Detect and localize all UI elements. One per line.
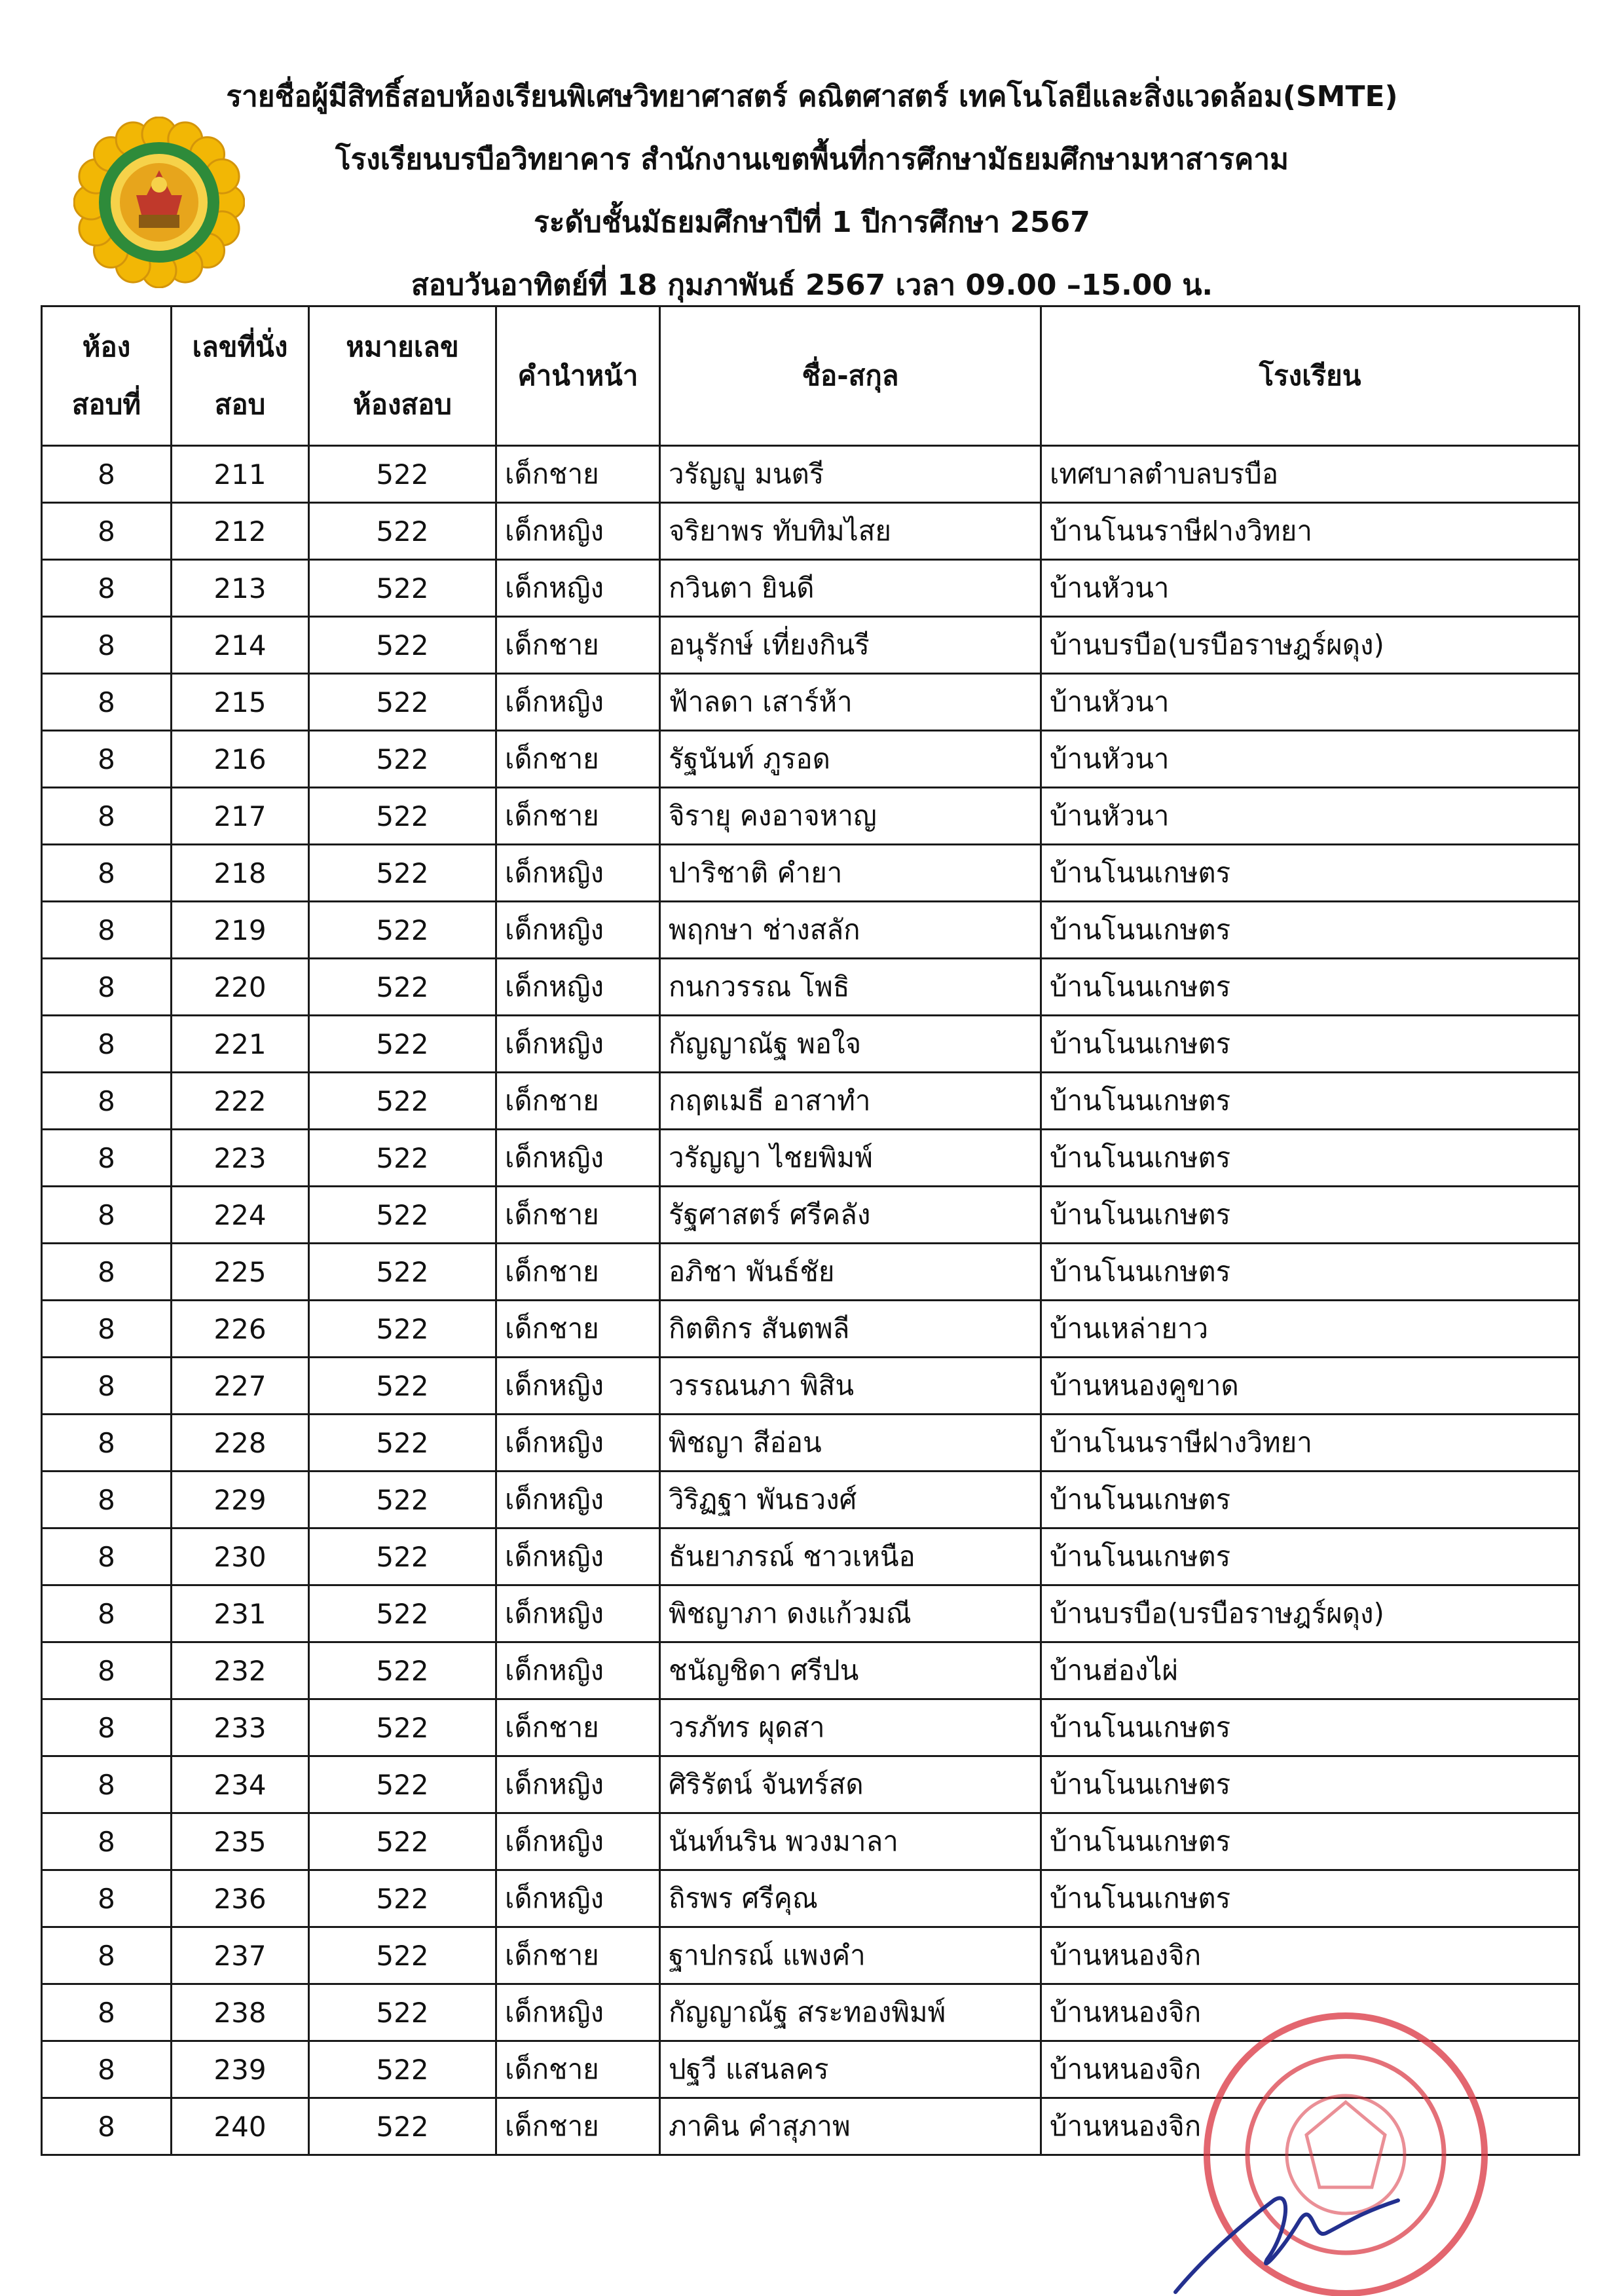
- cell-prefix: เด็กหญิง: [496, 1756, 660, 1813]
- cell-name: วรรณนภา พิสิน: [660, 1358, 1041, 1415]
- table-row: [42, 1984, 1579, 2041]
- cell-school: บ้านโนนเกษตร: [1041, 1756, 1579, 1813]
- title-line-1: รายชื่อผู้มีสิทธิ์สอบห้องเรียนพิเศษวิทยาศาสตร์ คณิตศาสตร์ เทคโนโลยีและสิ่งแวดล้อม(SMTE): [226, 80, 1398, 113]
- table-row: [42, 1642, 1579, 1699]
- cell-name: ศิริรัตน์ จันทร์สด: [660, 1756, 1041, 1813]
- cell-seat: 215: [172, 674, 309, 731]
- cell-seat: 228: [172, 1415, 309, 1472]
- cell-name: กัญญาณัฐ สระทองพิมพ์: [660, 1984, 1041, 2041]
- cell-school: บ้านหนองจิก: [1041, 2041, 1579, 2098]
- cell-room: 8: [42, 902, 172, 959]
- cell-room: 8: [42, 788, 172, 845]
- cell-prefix: เด็กหญิง: [496, 845, 660, 902]
- cell-seat: 226: [172, 1301, 309, 1358]
- cell-name: พฤกษา ช่างสลัก: [660, 902, 1041, 959]
- cell-name: อนุรักษ์ เที่ยงกินรี: [660, 617, 1041, 674]
- table-row: [42, 1244, 1579, 1301]
- cell-school: บ้านโนนเกษตร: [1041, 1870, 1579, 1927]
- table-row: [42, 902, 1579, 959]
- cell-room: 8: [42, 1187, 172, 1244]
- cell-school: บ้านหัวนา: [1041, 674, 1579, 731]
- cell-prefix: เด็กชาย: [496, 1244, 660, 1301]
- cell-school: บ้านหัวนา: [1041, 731, 1579, 788]
- cell-room: 8: [42, 1984, 172, 2041]
- table-row: [42, 2041, 1579, 2098]
- table-row: [42, 959, 1579, 1016]
- candidate-table: [41, 305, 1580, 2156]
- cell-prefix: เด็กหญิง: [496, 674, 660, 731]
- cell-name: กัญญาณัฐ พอใจ: [660, 1016, 1041, 1073]
- cell-school: บ้านโนนเกษตร: [1041, 902, 1579, 959]
- cell-name: จิรายุ คงอาจหาญ: [660, 788, 1041, 845]
- table-header-row: [42, 306, 1579, 446]
- cell-room: 8: [42, 1244, 172, 1301]
- cell-room: 8: [42, 731, 172, 788]
- cell-name: พิชญา สีอ่อน: [660, 1415, 1041, 1472]
- cell-room-number: 522: [309, 1927, 496, 1984]
- cell-room-number: 522: [309, 1528, 496, 1585]
- cell-name: กวินตา ยินดี: [660, 560, 1041, 617]
- cell-prefix: เด็กชาย: [496, 1073, 660, 1130]
- cell-room-number: 522: [309, 731, 496, 788]
- cell-school: บ้านหัวนา: [1041, 560, 1579, 617]
- cell-room-number: 522: [309, 1870, 496, 1927]
- cell-school: บ้านโนนเกษตร: [1041, 1073, 1579, 1130]
- table-row: [42, 674, 1579, 731]
- cell-name: วิริฏฐา พันธวงศ์: [660, 1472, 1041, 1528]
- signature-icon: [1175, 2198, 1398, 2292]
- cell-seat: 234: [172, 1756, 309, 1813]
- cell-prefix: เด็กหญิง: [496, 1813, 660, 1870]
- cell-room: 8: [42, 1472, 172, 1528]
- cell-prefix: เด็กหญิง: [496, 1585, 660, 1642]
- cell-prefix: เด็กชาย: [496, 2041, 660, 2098]
- table-row: [42, 845, 1579, 902]
- cell-prefix: เด็กชาย: [496, 446, 660, 503]
- cell-name: ชนัญชิดา ศรีปน: [660, 1642, 1041, 1699]
- cell-room-number: 522: [309, 1984, 496, 2041]
- cell-prefix: เด็กชาย: [496, 617, 660, 674]
- cell-room: 8: [42, 1870, 172, 1927]
- col-header-prefix: คำนำหน้า: [496, 306, 660, 446]
- table-row: [42, 1073, 1579, 1130]
- cell-room: 8: [42, 446, 172, 503]
- cell-seat: 229: [172, 1472, 309, 1528]
- cell-prefix: เด็กชาย: [496, 2098, 660, 2155]
- cell-room: 8: [42, 1585, 172, 1642]
- table-row: [42, 1301, 1579, 1358]
- table-row: [42, 1870, 1579, 1927]
- cell-seat: 214: [172, 617, 309, 674]
- cell-seat: 213: [172, 560, 309, 617]
- cell-prefix: เด็กชาย: [496, 1301, 660, 1358]
- cell-room: 8: [42, 1642, 172, 1699]
- cell-name: นันท์นริน พวงมาลา: [660, 1813, 1041, 1870]
- cell-room: 8: [42, 845, 172, 902]
- title-line-2: โรงเรียนบรบือวิทยาคาร สำนักงานเขตพื้นที่การศึกษามัธยมศึกษามหาสารคาม: [335, 143, 1289, 176]
- col-header-room: ห้อง สอบที่: [42, 306, 172, 446]
- cell-seat: 235: [172, 1813, 309, 1870]
- cell-room: 8: [42, 674, 172, 731]
- cell-school: บ้านโนนเกษตร: [1041, 1130, 1579, 1187]
- cell-room: 8: [42, 1415, 172, 1472]
- cell-school: บ้านโนนราษีฝางวิทยา: [1041, 503, 1579, 560]
- cell-school: บ้านโนนเกษตร: [1041, 1472, 1579, 1528]
- cell-school: บ้านหัวนา: [1041, 788, 1579, 845]
- cell-room-number: 522: [309, 902, 496, 959]
- cell-room: 8: [42, 617, 172, 674]
- cell-prefix: เด็กหญิง: [496, 1016, 660, 1073]
- cell-school: บ้านหนองจิก: [1041, 1927, 1579, 1984]
- cell-seat: 237: [172, 1927, 309, 1984]
- cell-prefix: เด็กชาย: [496, 731, 660, 788]
- cell-prefix: เด็กหญิง: [496, 1415, 660, 1472]
- table-row: [42, 617, 1579, 674]
- table-row: [42, 1813, 1579, 1870]
- cell-room: 8: [42, 1301, 172, 1358]
- cell-prefix: เด็กหญิง: [496, 1642, 660, 1699]
- cell-room: 8: [42, 1358, 172, 1415]
- cell-room-number: 522: [309, 1244, 496, 1301]
- cell-prefix: เด็กหญิง: [496, 560, 660, 617]
- cell-name: วรัญญา ไชยพิมพ์: [660, 1130, 1041, 1187]
- cell-prefix: เด็กหญิง: [496, 902, 660, 959]
- cell-room-number: 522: [309, 1472, 496, 1528]
- cell-school: บ้านหนองคูขาด: [1041, 1358, 1579, 1415]
- cell-seat: 236: [172, 1870, 309, 1927]
- table-row: [42, 1699, 1579, 1756]
- cell-room-number: 522: [309, 1130, 496, 1187]
- table-row: [42, 446, 1579, 503]
- cell-room: 8: [42, 1756, 172, 1813]
- cell-room-number: 522: [309, 1301, 496, 1358]
- cell-seat: 219: [172, 902, 309, 959]
- cell-school: บ้านโนนเกษตร: [1041, 1699, 1579, 1756]
- cell-name: พิชญาภา ดงแก้วมณี: [660, 1585, 1041, 1642]
- cell-prefix: เด็กหญิง: [496, 1130, 660, 1187]
- cell-name: ปฐวี แสนลคร: [660, 2041, 1041, 2098]
- col-header-school: โรงเรียน: [1041, 306, 1579, 446]
- cell-room: 8: [42, 503, 172, 560]
- cell-school: บ้านหนองจิก: [1041, 2098, 1579, 2155]
- table-row: [42, 1528, 1579, 1585]
- cell-seat: 223: [172, 1130, 309, 1187]
- cell-room-number: 522: [309, 1642, 496, 1699]
- cell-room: 8: [42, 959, 172, 1016]
- cell-room-number: 522: [309, 2098, 496, 2155]
- cell-room-number: 522: [309, 1813, 496, 1870]
- table-row: [42, 560, 1579, 617]
- cell-room: 8: [42, 1699, 172, 1756]
- cell-school: เทศบาลตำบลบรบือ: [1041, 446, 1579, 503]
- cell-prefix: เด็กชาย: [496, 788, 660, 845]
- cell-seat: 216: [172, 731, 309, 788]
- cell-prefix: เด็กหญิง: [496, 1358, 660, 1415]
- table-row: [42, 731, 1579, 788]
- document-header: [0, 65, 1624, 317]
- cell-seat: 240: [172, 2098, 309, 2155]
- cell-name: รัฐนันท์ ภูรอด: [660, 731, 1041, 788]
- cell-room: 8: [42, 2098, 172, 2155]
- cell-seat: 227: [172, 1358, 309, 1415]
- table-row: [42, 1358, 1579, 1415]
- cell-school: บ้านบรบือ(บรบือราษฎร์ผดุง): [1041, 1585, 1579, 1642]
- cell-name: กิตติกร สันตพลี: [660, 1301, 1041, 1358]
- cell-room-number: 522: [309, 1756, 496, 1813]
- cell-room: 8: [42, 1073, 172, 1130]
- table-row: [42, 2098, 1579, 2155]
- cell-prefix: เด็กหญิง: [496, 503, 660, 560]
- cell-seat: 230: [172, 1528, 309, 1585]
- cell-room: 8: [42, 1813, 172, 1870]
- cell-name: รัฐศาสตร์ ศรีคลัง: [660, 1187, 1041, 1244]
- cell-seat: 222: [172, 1073, 309, 1130]
- title-line-4: สอบวันอาทิตย์ที่ 18 กุมภาพันธ์ 2567 เวลา 09.00 –15.00 น.: [411, 268, 1213, 302]
- col-header-name: ชื่อ-สกุล: [660, 306, 1041, 446]
- table-row: [42, 1472, 1579, 1528]
- cell-seat: 231: [172, 1585, 309, 1642]
- col-header-room-number: หมายเลข ห้องสอบ: [309, 306, 496, 446]
- cell-room-number: 522: [309, 1415, 496, 1472]
- cell-room-number: 522: [309, 617, 496, 674]
- cell-room-number: 522: [309, 560, 496, 617]
- cell-school: บ้านโนนเกษตร: [1041, 845, 1579, 902]
- cell-room-number: 522: [309, 1358, 496, 1415]
- cell-name: กฤตเมธี อาสาทำ: [660, 1073, 1041, 1130]
- cell-prefix: เด็กหญิง: [496, 1528, 660, 1585]
- cell-seat: 212: [172, 503, 309, 560]
- cell-name: วรัญญู มนตรี: [660, 446, 1041, 503]
- cell-prefix: เด็กหญิง: [496, 959, 660, 1016]
- cell-seat: 224: [172, 1187, 309, 1244]
- cell-room-number: 522: [309, 503, 496, 560]
- cell-name: ฐาปกรณ์ แพงคำ: [660, 1927, 1041, 1984]
- cell-room-number: 522: [309, 1699, 496, 1756]
- cell-seat: 225: [172, 1244, 309, 1301]
- cell-name: กนกวรรณ โพธิ: [660, 959, 1041, 1016]
- table-row: [42, 1927, 1579, 1984]
- cell-seat: 233: [172, 1699, 309, 1756]
- cell-seat: 239: [172, 2041, 309, 2098]
- cell-school: บ้านโนนเกษตร: [1041, 1187, 1579, 1244]
- cell-school: บ้านหนองจิก: [1041, 1984, 1579, 2041]
- cell-room: 8: [42, 2041, 172, 2098]
- cell-name: จริยาพร ทับทิมไสย: [660, 503, 1041, 560]
- cell-name: ฟ้าลดา เสาร์ห้า: [660, 674, 1041, 731]
- table-row: [42, 1130, 1579, 1187]
- cell-room-number: 522: [309, 674, 496, 731]
- cell-school: บ้านโนนเกษตร: [1041, 959, 1579, 1016]
- cell-school: บ้านเหล่ายาว: [1041, 1301, 1579, 1358]
- cell-room-number: 522: [309, 959, 496, 1016]
- cell-room-number: 522: [309, 788, 496, 845]
- cell-name: อภิชา พันธ์ชัย: [660, 1244, 1041, 1301]
- cell-school: บ้านโนนราษีฝางวิทยา: [1041, 1415, 1579, 1472]
- table-row: [42, 1415, 1579, 1472]
- table-row: [42, 503, 1579, 560]
- cell-room-number: 522: [309, 1073, 496, 1130]
- cell-seat: 218: [172, 845, 309, 902]
- cell-room-number: 522: [309, 1016, 496, 1073]
- cell-seat: 217: [172, 788, 309, 845]
- cell-room: 8: [42, 1528, 172, 1585]
- table-row: [42, 1187, 1579, 1244]
- cell-room: 8: [42, 1130, 172, 1187]
- cell-name: ธันยาภรณ์ ชาวเหนือ: [660, 1528, 1041, 1585]
- cell-school: บ้านฮ่องไผ่: [1041, 1642, 1579, 1699]
- cell-name: วรภัทร ผุดสา: [660, 1699, 1041, 1756]
- cell-room-number: 522: [309, 1187, 496, 1244]
- cell-seat: 221: [172, 1016, 309, 1073]
- cell-prefix: เด็กหญิง: [496, 1870, 660, 1927]
- cell-room: 8: [42, 1927, 172, 1984]
- cell-prefix: เด็กชาย: [496, 1187, 660, 1244]
- cell-name: ภาคิน คำสุภาพ: [660, 2098, 1041, 2155]
- cell-room-number: 522: [309, 845, 496, 902]
- cell-school: บ้านโนนเกษตร: [1041, 1016, 1579, 1073]
- cell-school: บ้านโนนเกษตร: [1041, 1244, 1579, 1301]
- cell-room-number: 522: [309, 2041, 496, 2098]
- table-row: [42, 788, 1579, 845]
- cell-room-number: 522: [309, 1585, 496, 1642]
- cell-seat: 238: [172, 1984, 309, 2041]
- cell-room-number: 522: [309, 446, 496, 503]
- cell-seat: 220: [172, 959, 309, 1016]
- cell-room: 8: [42, 1016, 172, 1073]
- cell-prefix: เด็กหญิง: [496, 1472, 660, 1528]
- cell-name: ถิรพร ศรีคุณ: [660, 1870, 1041, 1927]
- cell-seat: 211: [172, 446, 309, 503]
- table-row: [42, 1016, 1579, 1073]
- cell-prefix: เด็กชาย: [496, 1927, 660, 1984]
- cell-school: บ้านบรบือ(บรบือราษฎร์ผดุง): [1041, 617, 1579, 674]
- col-header-seat: เลขที่นั่ง สอบ: [172, 306, 309, 446]
- cell-school: บ้านโนนเกษตร: [1041, 1813, 1579, 1870]
- table-row: [42, 1585, 1579, 1642]
- cell-name: ปาริชาติ คำยา: [660, 845, 1041, 902]
- cell-seat: 232: [172, 1642, 309, 1699]
- table-row: [42, 1756, 1579, 1813]
- cell-room: 8: [42, 560, 172, 617]
- cell-prefix: เด็กชาย: [496, 1699, 660, 1756]
- cell-school: บ้านโนนเกษตร: [1041, 1528, 1579, 1585]
- title-line-3: ระดับชั้นมัธยมศึกษาปีที่ 1 ปีการศึกษา 2567: [534, 206, 1090, 239]
- cell-prefix: เด็กหญิง: [496, 1984, 660, 2041]
